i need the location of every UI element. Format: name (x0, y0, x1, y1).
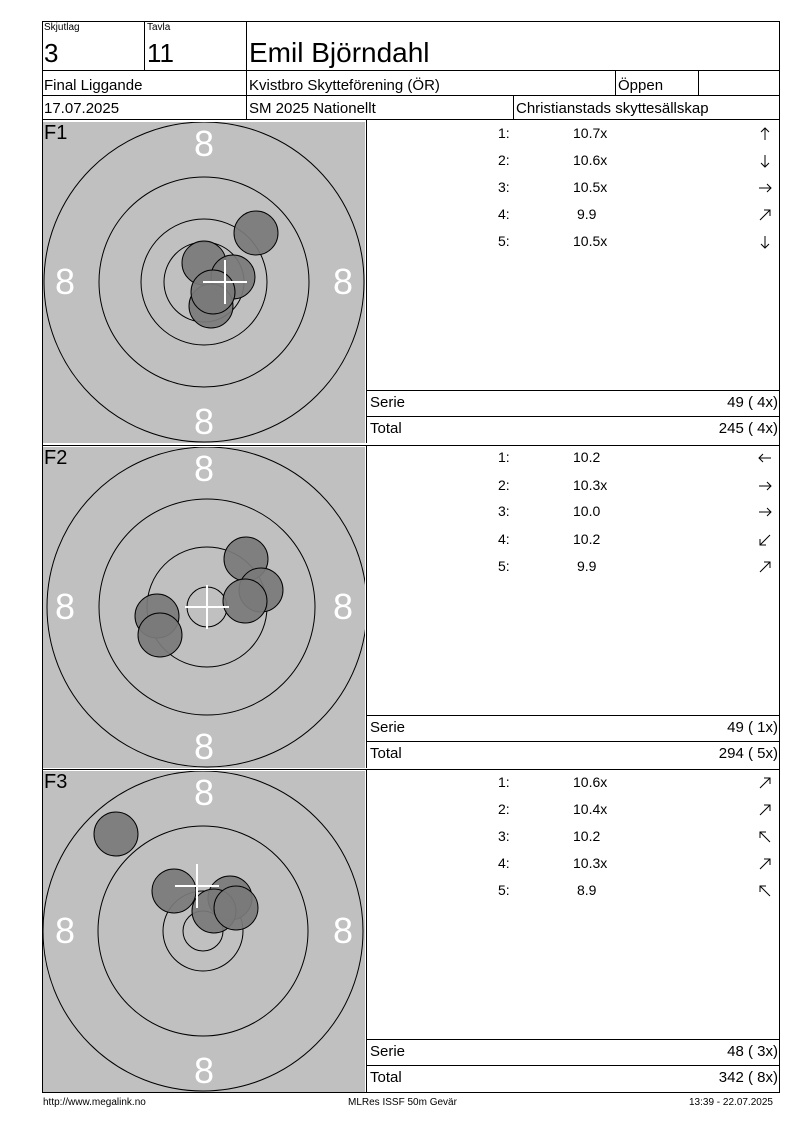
shot-number: 4: (498, 206, 510, 222)
direction-arrow-icon (757, 856, 773, 872)
serie-value: 48 ( 3x) (727, 1043, 778, 1060)
shot-row (367, 774, 779, 796)
shot-value: 10.3x (573, 477, 608, 493)
competition-date: 17.07.2025 (44, 100, 120, 117)
series-divider (42, 445, 780, 446)
shot-value: 10.2 (573, 531, 601, 547)
shot-value: 10.0 (573, 503, 601, 519)
serie-value: 49 ( 1x) (727, 719, 778, 736)
series-divider (42, 769, 780, 770)
shot-value: 8.9 (577, 882, 597, 898)
serie-label: Serie (370, 394, 406, 411)
class-name: Öppen (618, 77, 664, 94)
shot-value: 10.2 (573, 828, 601, 844)
direction-arrow-icon (757, 153, 773, 169)
shot-hole (234, 211, 278, 255)
footer-url: http://www.megalink.no (43, 1097, 146, 1108)
serie-label: Serie (370, 719, 406, 736)
skjutlag-label: Skjutlag (44, 22, 80, 33)
target-face (43, 771, 365, 1092)
ring-number: 8 (193, 123, 215, 164)
ring-number: 8 (54, 261, 76, 302)
shot-row (367, 558, 779, 580)
shot-number: 5: (498, 233, 510, 249)
shot-number: 3: (498, 503, 510, 519)
direction-arrow-icon (757, 180, 773, 196)
ring-number: 8 (193, 401, 215, 442)
shot-value: 9.9 (577, 206, 597, 222)
direction-arrow-icon (757, 234, 773, 250)
shot-row (367, 882, 779, 904)
shot-value: 10.7x (573, 125, 608, 141)
shot-row (367, 449, 779, 471)
shot-row (367, 503, 779, 525)
total-rule (366, 1065, 780, 1066)
direction-arrow-icon (757, 126, 773, 142)
ring-number: 8 (332, 586, 354, 627)
series-label: F1 (44, 122, 68, 144)
serie-rule (366, 1039, 780, 1040)
organizer-name: Christianstads skyttesällskap (516, 100, 709, 117)
direction-arrow-icon (757, 559, 773, 575)
border-right (779, 21, 780, 1092)
shot-row (367, 206, 779, 228)
shot-hole (223, 579, 267, 623)
shot-row (367, 233, 779, 255)
shot-row (367, 152, 779, 174)
shot-value: 10.2 (573, 449, 601, 465)
shot-number: 2: (498, 801, 510, 817)
serie-label: Serie (370, 1043, 406, 1060)
direction-arrow-icon (757, 829, 773, 845)
header-vdiv-5 (513, 95, 514, 119)
shot-value: 9.9 (577, 558, 597, 574)
tavla-label: Tavla (147, 22, 171, 33)
total-value: 245 ( 4x) (718, 420, 778, 437)
shot-value: 10.5x (573, 233, 608, 249)
shot-number: 4: (498, 531, 510, 547)
ring-number: 8 (332, 261, 354, 302)
direction-arrow-icon (757, 450, 773, 466)
shot-hole (214, 886, 258, 930)
header-vdiv-4 (698, 70, 699, 95)
total-label: Total (370, 745, 402, 762)
shot-hole (191, 270, 235, 314)
direction-arrow-icon (757, 207, 773, 223)
total-label: Total (370, 420, 402, 437)
shot-number: 5: (498, 558, 510, 574)
header-vdiv-1 (144, 21, 145, 70)
ring-number: 8 (193, 1050, 215, 1091)
serie-rule (366, 715, 780, 716)
target-face (43, 122, 365, 443)
direction-arrow-icon (757, 532, 773, 548)
shot-row (367, 531, 779, 553)
shot-value: 10.4x (573, 801, 608, 817)
shot-hole (152, 869, 196, 913)
shot-number: 4: (498, 855, 510, 871)
header-vdiv-3 (615, 70, 616, 95)
ring-number: 8 (193, 448, 215, 489)
shot-row (367, 125, 779, 147)
direction-arrow-icon (757, 504, 773, 520)
shot-number: 3: (498, 828, 510, 844)
border-bottom (42, 1092, 780, 1093)
header-divider-1 (42, 70, 780, 71)
shot-value: 10.6x (573, 774, 608, 790)
direction-arrow-icon (757, 802, 773, 818)
club-name: Kvistbro Skytteförening (ÖR) (249, 77, 440, 94)
header-divider-3 (42, 119, 780, 120)
ring-number: 8 (332, 910, 354, 951)
series-label: F2 (44, 447, 68, 469)
shot-number: 2: (498, 152, 510, 168)
shot-hole (94, 812, 138, 856)
total-rule (366, 416, 780, 417)
direction-arrow-icon (757, 775, 773, 791)
shot-number: 1: (498, 449, 510, 465)
total-rule (366, 741, 780, 742)
footer-program: MLRes ISSF 50m Gevär (348, 1097, 457, 1108)
shot-row (367, 855, 779, 877)
ring-number: 8 (54, 586, 76, 627)
shot-row (367, 828, 779, 850)
serie-rule (366, 390, 780, 391)
header-vdiv-2 (246, 21, 247, 119)
shot-number: 5: (498, 882, 510, 898)
shot-row (367, 801, 779, 823)
target-face (43, 447, 365, 768)
direction-arrow-icon (757, 883, 773, 899)
shot-row (367, 477, 779, 499)
ring-number: 8 (193, 772, 215, 813)
tavla-value: 11 (147, 38, 174, 68)
shot-row (367, 179, 779, 201)
shot-number: 2: (498, 477, 510, 493)
total-value: 294 ( 5x) (718, 745, 778, 762)
ring-number: 8 (193, 726, 215, 767)
serie-value: 49 ( 4x) (727, 394, 778, 411)
direction-arrow-icon (757, 478, 773, 494)
competition-name: SM 2025 Nationellt (249, 100, 376, 117)
total-value: 342 ( 8x) (718, 1069, 778, 1086)
event-name: Final Liggande (44, 77, 143, 94)
shot-number: 1: (498, 774, 510, 790)
shot-value: 10.3x (573, 855, 608, 871)
shot-number: 3: (498, 179, 510, 195)
series-label: F3 (44, 771, 68, 793)
ring-number: 8 (54, 910, 76, 951)
total-label: Total (370, 1069, 402, 1086)
shot-value: 10.6x (573, 152, 608, 168)
shot-hole (138, 613, 182, 657)
footer-timestamp: 13:39 - 22.07.2025 (689, 1097, 773, 1108)
shot-number: 1: (498, 125, 510, 141)
shooter-name: Emil Björndahl (249, 37, 430, 68)
header-divider-2 (42, 95, 780, 96)
skjutlag-value: 3 (44, 38, 59, 68)
shot-value: 10.5x (573, 179, 608, 195)
